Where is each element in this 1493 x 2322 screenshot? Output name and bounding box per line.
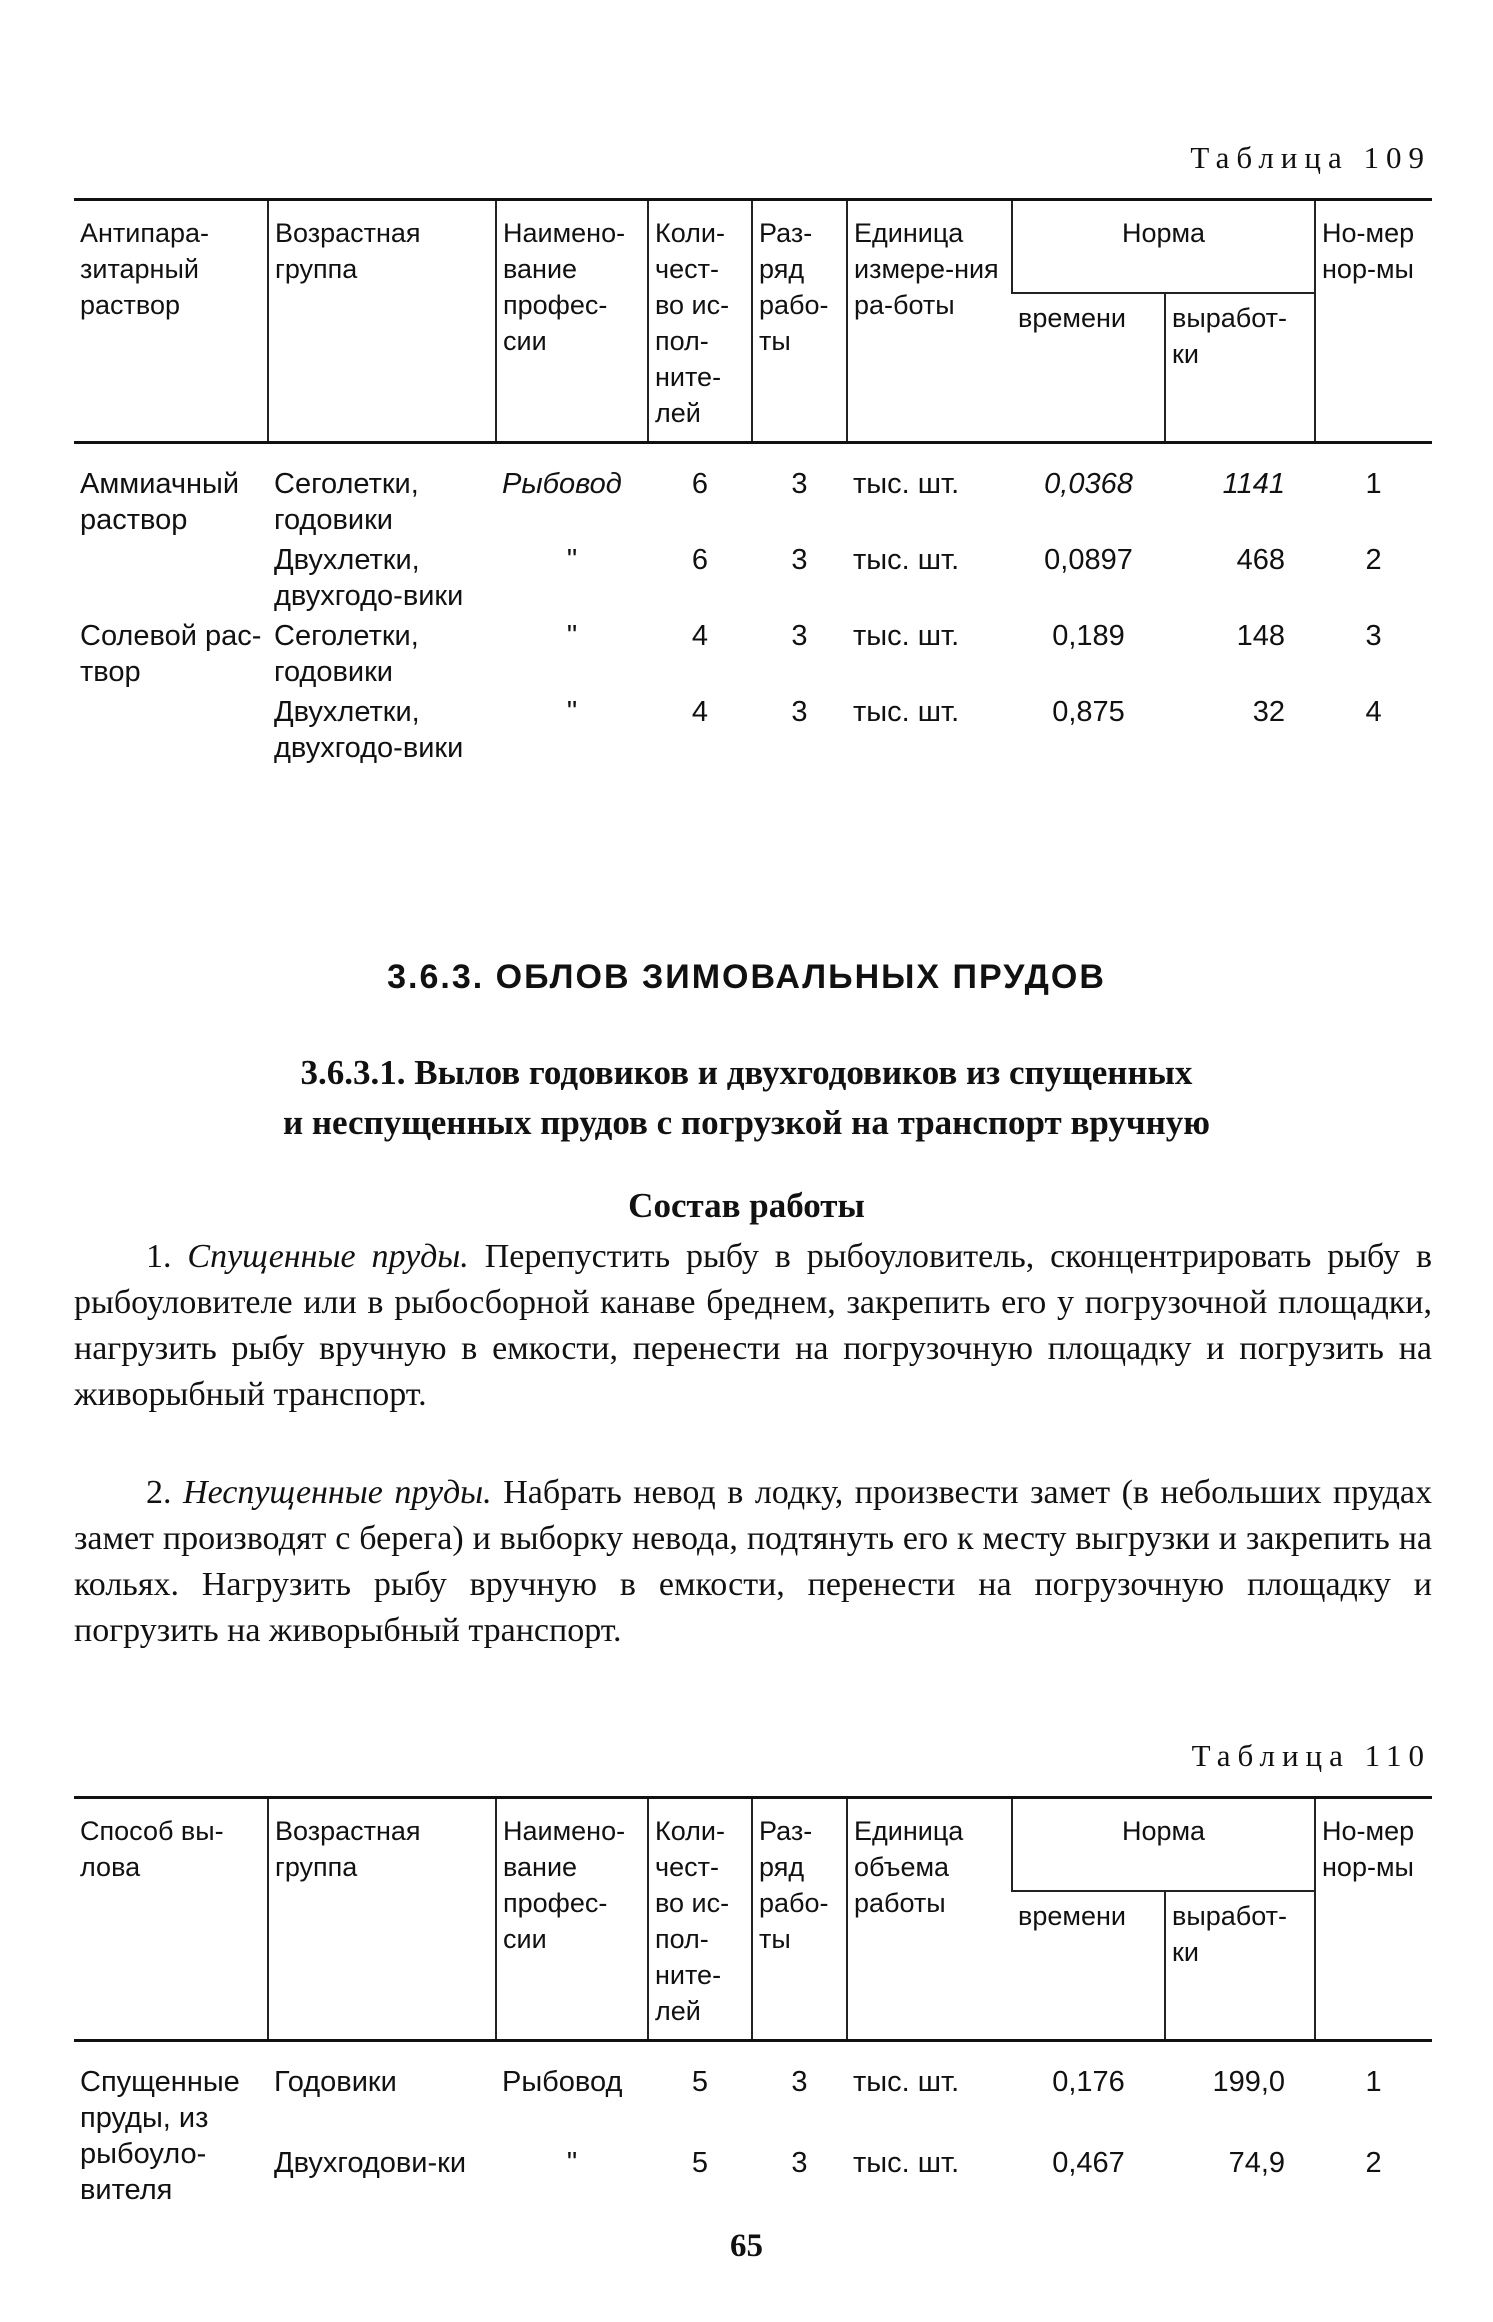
item-text: Перепустить рыбу в рыбоуловитель, сконцентрировать рыбу в рыбоуловителе или в рыбосборной канаве бреднем, закрепить его у погрузочной площадки, нагрузить рыбу вручную в емкости, перенести на погрузочную площадку и погрузить на живорыбный транспорт.	[74, 1238, 1433, 1413]
cell-number: 2	[1365, 544, 1382, 576]
cell-number: 1	[1365, 468, 1382, 500]
cell-group: Сеголетки, годовики	[274, 620, 419, 688]
cell-unit: тыс. шт.	[853, 544, 960, 576]
cell-output: 32	[1252, 696, 1286, 728]
composition-title: Состав работы	[628, 1186, 865, 1225]
cell-profession: "	[566, 2147, 578, 2180]
cell-profession: "	[566, 544, 578, 576]
header-grade: Раз-ряд рабо-ты	[752, 200, 847, 443]
header-norma: Норма	[1012, 200, 1315, 293]
cell-number: 1	[1365, 2066, 1382, 2098]
header-unit: Единица объема работы	[847, 1798, 1012, 2041]
cell-time: 0,875	[1052, 696, 1125, 728]
table-109	[74, 198, 1432, 768]
header-count: Коли-чест-во ис-пол-ните-лей	[648, 200, 752, 443]
cell-group: Двухгодови-ки	[274, 2147, 467, 2180]
table-row	[74, 692, 1432, 768]
cell-count: 4	[691, 696, 709, 728]
cell-output: 1141	[1222, 468, 1286, 500]
header-age-group: Возрастная группа	[268, 1798, 496, 2041]
subsection-title-line2: и неспущенных прудов с погрузкой на транспорт вручную	[282, 1103, 1211, 1142]
subsection-title-line1: 3.6.3.1. Вылов годовиков и двухгодовиков из спущенных	[300, 1053, 1193, 1092]
item-number: 1.	[146, 1238, 172, 1275]
cell-count: 6	[691, 468, 709, 500]
cell-time: 0,189	[1052, 620, 1125, 652]
cell-number: 4	[1365, 696, 1382, 728]
cell-output: 199,0	[1212, 2066, 1286, 2098]
table-row	[74, 540, 1432, 616]
header-norma: Норма	[1012, 1798, 1315, 1891]
cell-solution: Солевой рас-твор	[80, 620, 262, 688]
cell-grade: 3	[791, 468, 808, 500]
header-norm-number: Но-мер нор-мы	[1315, 200, 1432, 443]
header-norma-time: времени	[1018, 302, 1126, 333]
header-solution: Антипара-зитарный раствор	[74, 200, 268, 443]
cell-time: 0,0368	[1044, 468, 1133, 500]
table-row	[74, 443, 1432, 541]
item-number: 2.	[146, 1474, 172, 1511]
header-unit: Единица измере-ния ра-боты	[847, 200, 1012, 443]
cell-unit: тыс. шт.	[853, 620, 960, 652]
work-item-1	[74, 1234, 1432, 1418]
cell-grade: 3	[791, 2147, 808, 2180]
item-text: Набрать невод в лодку, произвести замет (в небольших прудах замет производят с берега) и выборку невода, подтянуть его к месту выгрузки и закрепить на кольях. Нагрузить рыбу вручную в емкости, перенести на погрузочную площадку и погрузить на живорыбный транспорт.	[74, 1474, 1433, 1649]
cell-time: 0,0897	[1044, 544, 1133, 576]
cell-count: 4	[691, 620, 709, 652]
header-age-group: Возрастная группа	[268, 200, 496, 443]
cell-group: Сеголетки, годовики	[274, 468, 419, 536]
table-row	[74, 616, 1432, 692]
cell-unit: тыс. шт.	[853, 468, 960, 500]
cell-solution	[74, 540, 268, 616]
cell-method: Спущенные пруды, из рыбоуло-вителя	[80, 2066, 240, 2206]
header-method: Способ вы-лова	[74, 1798, 268, 2041]
cell-time: 0,176	[1052, 2066, 1125, 2098]
work-item-2	[74, 1470, 1432, 1654]
header-norm-number: Но-мер нор-мы	[1315, 1798, 1432, 2041]
cell-profession: "	[566, 620, 578, 652]
header-count: Коли-чест-во ис-пол-ните-лей	[648, 1798, 752, 2041]
cell-profession: Рыбовод	[502, 468, 622, 500]
table-110	[74, 1796, 1432, 2210]
cell-count: 5	[691, 2066, 709, 2098]
cell-grade: 3	[791, 544, 808, 576]
cell-unit: тыс. шт.	[853, 2147, 960, 2180]
cell-profession: Рыбовод	[502, 2066, 623, 2098]
subsection-title	[0, 1048, 1493, 1148]
table-row	[74, 2143, 1432, 2210]
cell-group: Двухлетки, двухгодо-вики	[274, 544, 464, 612]
header-norma-output: выработ-ки	[1165, 1891, 1315, 2041]
header-grade: Раз-ряд рабо-ты	[752, 1798, 847, 2041]
cell-output: 468	[1236, 544, 1286, 576]
header-profession: Наимено-вание профес-сии	[496, 1798, 648, 2041]
cell-count: 6	[691, 544, 709, 576]
cell-output: 74,9	[1228, 2147, 1286, 2180]
cell-grade: 3	[791, 696, 808, 728]
cell-unit: тыс. шт.	[853, 2066, 960, 2098]
cell-count: 5	[691, 2147, 709, 2180]
table-110-caption: Таблица 110	[1191, 1738, 1431, 1773]
table-109-caption: Таблица 109	[1190, 140, 1431, 175]
cell-output: 148	[1236, 620, 1286, 652]
cell-time: 0,467	[1052, 2147, 1125, 2180]
item-lead: Неспущенные пруды.	[183, 1474, 492, 1511]
header-norma-time: времени	[1018, 1900, 1126, 1931]
section-title: 3.6.3. ОБЛОВ ЗИМОВАЛЬНЫХ ПРУДОВ	[387, 958, 1106, 996]
item-lead: Спущенные пруды.	[187, 1238, 469, 1275]
page-number: 65	[730, 2228, 763, 2264]
cell-solution	[74, 692, 268, 768]
cell-profession: "	[566, 696, 578, 728]
header-profession: Наимено-вание профес-сии	[496, 200, 648, 443]
cell-grade: 3	[791, 2066, 808, 2098]
header-norma-output: выработ-ки	[1165, 293, 1315, 443]
cell-group: Двухлетки, двухгодо-вики	[274, 696, 464, 764]
cell-group: Годовики	[274, 2066, 397, 2098]
cell-number: 2	[1365, 2147, 1382, 2180]
cell-number: 3	[1365, 620, 1382, 652]
cell-unit: тыс. шт.	[853, 696, 960, 728]
cell-grade: 3	[791, 620, 808, 652]
table-row	[74, 2041, 1432, 2144]
cell-solution: Аммиачный раствор	[80, 468, 240, 536]
